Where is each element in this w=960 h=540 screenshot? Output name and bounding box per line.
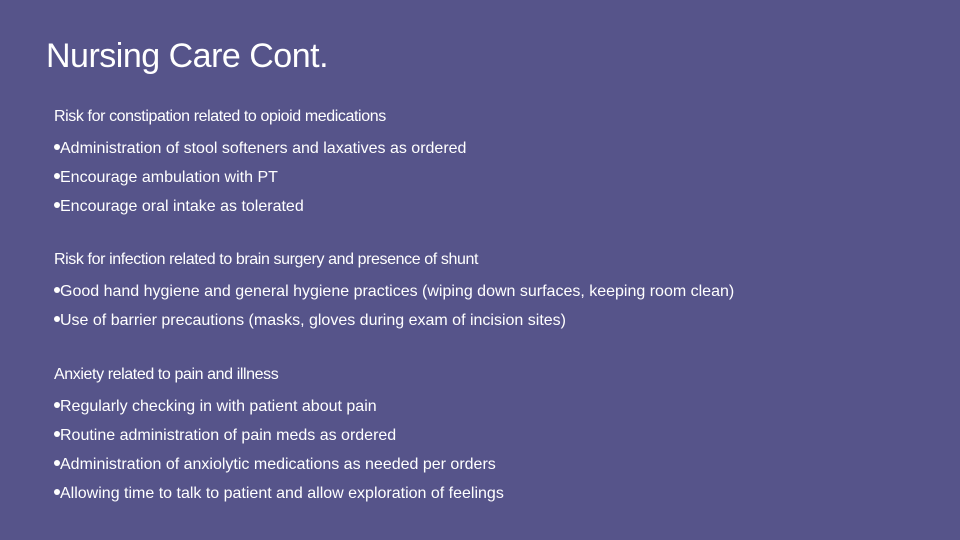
section-infection (54, 249, 734, 335)
bullet-list (54, 392, 504, 508)
bullet-text: Allowing time to talk to patient and allow exploration of feelings (60, 485, 504, 502)
slide-title: Nursing Care Cont. (46, 37, 329, 75)
bullet-text: Encourage oral intake as tolerated (60, 198, 304, 215)
list-item (54, 277, 734, 306)
bullet-list (54, 277, 734, 335)
section-heading: Anxiety related to pain and illness (54, 366, 279, 383)
list-item (54, 306, 734, 335)
section-anxiety (54, 364, 504, 508)
list-item (54, 421, 504, 450)
list-item (54, 163, 466, 192)
section-constipation (54, 106, 466, 221)
section-heading: Risk for constipation related to opioid medications (54, 108, 386, 125)
list-item (54, 450, 504, 479)
bullet-list (54, 134, 466, 221)
list-item (54, 479, 504, 508)
bullet-text: Routine administration of pain meds as ordered (60, 427, 397, 444)
list-item (54, 134, 466, 163)
list-item (54, 392, 504, 421)
bullet-text: Encourage ambulation with PT (60, 169, 278, 186)
bullet-text: Administration of stool softeners and laxatives as ordered (60, 140, 467, 157)
bullet-text: Use of barrier precautions (masks, gloves during exam of incision sites) (60, 312, 566, 329)
bullet-text: Good hand hygiene and general hygiene practices (wiping down surfaces, keeping room clean) (60, 283, 735, 300)
list-item (54, 192, 466, 221)
section-heading: Risk for infection related to brain surgery and presence of shunt (54, 251, 479, 268)
bullet-text: Administration of anxiolytic medications as needed per orders (60, 456, 496, 473)
bullet-text: Regularly checking in with patient about pain (60, 398, 377, 415)
